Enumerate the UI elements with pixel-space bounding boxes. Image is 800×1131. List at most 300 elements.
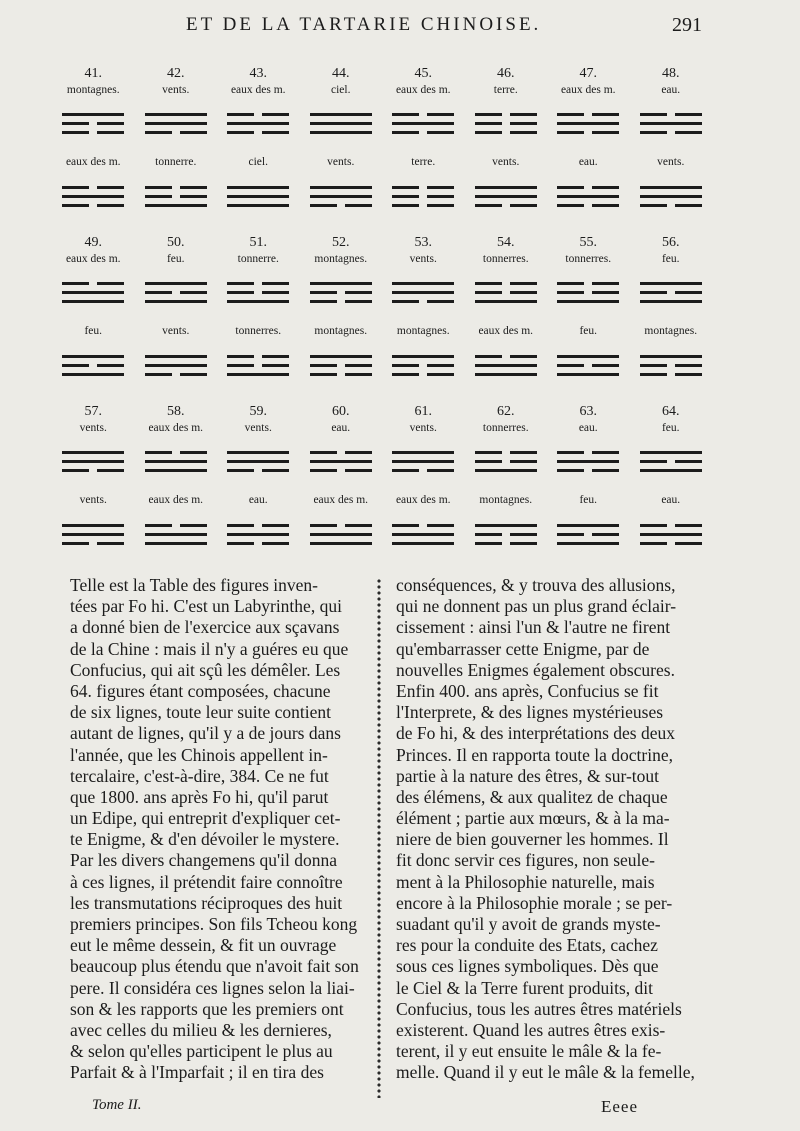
text-line: le Ciel & la Terre furent produits, dit — [396, 977, 653, 998]
hexagram-upper-cell — [547, 66, 630, 150]
solid-line — [392, 291, 454, 294]
trigram-label: montagnes. — [644, 325, 698, 337]
solid-line — [227, 533, 289, 536]
hexagram-lower-cell — [465, 319, 548, 403]
text-line: Par les divers changemens qu'il donna — [70, 850, 338, 871]
text-line: suadant qu'il y avoit de grands myste- — [396, 914, 661, 934]
broken-line — [62, 282, 124, 285]
trigram-label: vents. — [244, 422, 272, 434]
broken-line — [557, 204, 619, 207]
trigram-label: tonnerres. — [565, 253, 612, 265]
trigram-label: montagnes. — [314, 325, 368, 337]
broken-line — [640, 542, 702, 545]
text-line: melle. Quand il y eut le mâle & la femelle, — [396, 1062, 695, 1083]
solid-line — [145, 533, 207, 536]
trigram-label: eau. — [661, 84, 681, 96]
hexagram-lower-cell — [465, 488, 548, 572]
trigram-lines — [557, 450, 619, 474]
trigram-lines — [62, 281, 124, 305]
solid-line — [640, 186, 702, 189]
broken-line — [392, 469, 454, 472]
broken-line — [227, 113, 289, 116]
solid-line — [145, 113, 207, 116]
hexagram-lower-cell — [382, 150, 465, 234]
solid-line — [392, 533, 454, 536]
solid-line — [145, 122, 207, 125]
trigram-lines — [62, 354, 124, 378]
trigram-lines — [557, 281, 619, 305]
trigram-lines — [475, 450, 537, 474]
trigram-label: eaux des m. — [65, 253, 121, 265]
hexagram-number: 55. — [579, 235, 597, 250]
solid-line — [640, 122, 702, 125]
trigram-lines — [640, 185, 702, 209]
trigram-label: vents. — [409, 422, 437, 434]
solid-line — [145, 355, 207, 358]
broken-line — [392, 300, 454, 303]
hexagram-lower-cell — [52, 150, 135, 234]
hexagram-lower-cell — [217, 488, 300, 572]
hexagram-lower-cell — [547, 150, 630, 234]
trigram-lines — [392, 523, 454, 547]
broken-line — [145, 131, 207, 134]
solid-line — [640, 469, 702, 472]
broken-line — [62, 122, 124, 125]
broken-line — [557, 113, 619, 116]
text-line: les transmutations réciproques des huit — [70, 892, 343, 913]
signature-mark: Eeee — [601, 1097, 639, 1116]
hexagram-upper-cell — [547, 404, 630, 488]
solid-line — [310, 131, 372, 134]
solid-line — [62, 451, 124, 454]
text-line: un Edipe, qui entreprit d'expliquer cet- — [70, 808, 341, 829]
hexagram-number: 63. — [579, 404, 597, 419]
page-number: 291 — [672, 14, 702, 36]
trigram-lines — [392, 112, 454, 136]
text-line: te Enigme, & d'en dévoiler le mystere. — [70, 829, 340, 850]
text-line: tées par Fo hi. C'est un Labyrinthe, qui — [70, 596, 342, 617]
trigram-label: feu. — [166, 253, 185, 265]
solid-line — [62, 113, 124, 116]
text-line: a donné bien de l'exercice aux sçavans — [70, 617, 340, 638]
broken-line — [475, 460, 537, 463]
solid-line — [557, 195, 619, 198]
broken-line — [392, 131, 454, 134]
text-line: pere. Il considéra ces lignes selon la liai- — [70, 977, 355, 998]
trigram-lines — [557, 354, 619, 378]
trigram-lines — [310, 185, 372, 209]
trigram-label: terre. — [493, 84, 518, 96]
broken-line — [475, 533, 537, 536]
upper-trigram-row — [52, 66, 712, 150]
solid-line — [227, 122, 289, 125]
trigram-label: vents. — [79, 422, 107, 434]
solid-line — [227, 300, 289, 303]
trigram-label: eau. — [248, 494, 268, 506]
text-line: de six lignes, toute leur suite contient — [70, 702, 331, 723]
column-separator-ornament — [372, 578, 386, 1098]
hexagram-upper-cell — [630, 235, 713, 319]
hexagram-lower-cell — [382, 488, 465, 572]
trigram-lines — [475, 185, 537, 209]
trigram-label: tonnerres. — [235, 325, 282, 337]
text-line: sous ces lignes symboliques. Dès que — [396, 956, 659, 977]
solid-line — [475, 469, 537, 472]
broken-line — [310, 451, 372, 454]
trigram-label: eau. — [661, 494, 681, 506]
volume-footer: Tome II. — [92, 1097, 142, 1113]
hexagram-lower-cell — [630, 150, 713, 234]
solid-line — [475, 524, 537, 527]
broken-line — [640, 524, 702, 527]
solid-line — [145, 460, 207, 463]
solid-line — [62, 373, 124, 376]
trigram-label: eaux des m. — [478, 325, 534, 337]
trigram-label: tonnerre. — [237, 253, 279, 265]
broken-line — [310, 373, 372, 376]
trigram-label: ciel. — [248, 156, 268, 168]
trigram-label: eaux des m. — [395, 494, 451, 506]
hexagram-upper-cell — [465, 404, 548, 488]
broken-line — [227, 355, 289, 358]
text-line: autant de lignes, qu'il y a de jours dans — [70, 723, 341, 744]
trigram-lines — [227, 354, 289, 378]
hexagram-number: 60. — [332, 404, 350, 419]
hexagram-lower-cell — [547, 319, 630, 403]
solid-line — [310, 282, 372, 285]
trigram-label: eau. — [578, 422, 598, 434]
text-line: beaucoup plus étendu que n'avoit fait son — [70, 956, 359, 977]
broken-line — [227, 131, 289, 134]
hexagram-block — [52, 404, 712, 573]
broken-line — [475, 113, 537, 116]
upper-trigram-row — [52, 404, 712, 488]
broken-line — [392, 524, 454, 527]
broken-line — [145, 291, 207, 294]
solid-line — [227, 373, 289, 376]
lower-trigram-row — [52, 319, 712, 403]
trigram-lines — [227, 523, 289, 547]
solid-line — [640, 533, 702, 536]
solid-line — [557, 300, 619, 303]
solid-line — [145, 364, 207, 367]
hexagram-block — [52, 235, 712, 404]
text-line: & selon qu'elles participent le plus au — [70, 1041, 333, 1062]
broken-line — [145, 195, 207, 198]
trigram-label: vents. — [492, 156, 520, 168]
hexagram-number: 50. — [167, 235, 185, 250]
text-line: Telle est la Table des figures inven- — [70, 575, 318, 595]
trigram-lines — [227, 450, 289, 474]
solid-line — [310, 533, 372, 536]
trigram-label: montagnes. — [314, 253, 368, 265]
broken-line — [475, 355, 537, 358]
trigram-lines — [640, 450, 702, 474]
broken-line — [227, 282, 289, 285]
hexagram-upper-cell — [217, 404, 300, 488]
trigram-label: tonnerres. — [482, 253, 529, 265]
broken-line — [392, 195, 454, 198]
solid-line — [475, 186, 537, 189]
broken-line — [145, 373, 207, 376]
solid-line — [392, 122, 454, 125]
broken-line — [392, 373, 454, 376]
trigram-label: feu. — [661, 253, 680, 265]
solid-line — [475, 373, 537, 376]
broken-line — [557, 469, 619, 472]
hexagram-lower-cell — [300, 488, 383, 572]
trigram-lines — [557, 523, 619, 547]
solid-line — [475, 364, 537, 367]
text-line: Confucius, qui ait sçû les démêler. Les — [70, 659, 341, 680]
trigram-lines — [392, 450, 454, 474]
solid-line — [557, 122, 619, 125]
solid-line — [557, 524, 619, 527]
solid-line — [145, 469, 207, 472]
text-line: Enfin 400. ans après, Confucius se fit — [396, 680, 659, 701]
trigram-lines — [475, 523, 537, 547]
broken-line — [640, 364, 702, 367]
trigram-label: vents. — [162, 84, 190, 96]
hexagram-table — [52, 66, 712, 573]
solid-line — [557, 460, 619, 463]
hexagram-upper-cell — [300, 66, 383, 150]
trigram-lines — [475, 354, 537, 378]
broken-line — [640, 131, 702, 134]
text-line: 64. figures étant composées, chacune — [70, 680, 331, 701]
solid-line — [640, 300, 702, 303]
text-line: de Fo hi, & des interprétations des deux — [396, 723, 675, 744]
hexagram-number: 53. — [414, 235, 432, 250]
hexagram-number: 44. — [332, 66, 350, 81]
broken-line — [640, 204, 702, 207]
solid-line — [227, 204, 289, 207]
text-line: l'année, que les Chinois appellent in- — [70, 744, 328, 765]
solid-line — [310, 542, 372, 545]
hexagram-lower-cell — [465, 150, 548, 234]
text-line: tercalaire, c'est-à-dire, 384. Ce ne fut — [70, 765, 329, 786]
broken-line — [62, 186, 124, 189]
trigram-label: eaux des m. — [65, 156, 121, 168]
solid-line — [227, 460, 289, 463]
hexagram-upper-cell — [382, 66, 465, 150]
trigram-label: feu. — [579, 325, 598, 337]
trigram-lines — [310, 450, 372, 474]
hexagram-lower-cell — [630, 319, 713, 403]
trigram-lines — [557, 112, 619, 136]
hexagram-upper-cell — [52, 66, 135, 150]
hexagram-number: 47. — [579, 66, 597, 81]
trigram-label: montagnes. — [66, 84, 120, 96]
solid-line — [310, 113, 372, 116]
broken-line — [145, 451, 207, 454]
hexagram-number: 56. — [662, 235, 680, 250]
broken-line — [310, 300, 372, 303]
broken-line — [640, 291, 702, 294]
broken-line — [392, 186, 454, 189]
trigram-lines — [227, 185, 289, 209]
trigram-lines — [227, 281, 289, 305]
solid-line — [640, 355, 702, 358]
solid-line — [640, 451, 702, 454]
broken-line — [145, 524, 207, 527]
left-text-column — [70, 575, 370, 1084]
hexagram-lower-cell — [135, 488, 218, 572]
text-line: fit donc servir ces figures, non seule- — [396, 850, 656, 871]
hexagram-number: 48. — [662, 66, 680, 81]
trigram-label: eau. — [331, 422, 351, 434]
trigram-lines — [310, 523, 372, 547]
text-line: cissement : ainsi l'un & l'autre ne firent — [396, 617, 671, 638]
broken-line — [557, 451, 619, 454]
trigram-label: tonnerres. — [482, 422, 529, 434]
trigram-label: eaux des m. — [148, 494, 204, 506]
text-line: eut le même dessein, & fit un ouvrage — [70, 935, 337, 956]
trigram-lines — [392, 281, 454, 305]
text-line: partie à la nature des êtres, & sur-tout — [396, 765, 660, 786]
broken-line — [227, 364, 289, 367]
trigram-lines — [145, 450, 207, 474]
trigram-label: eau. — [578, 156, 598, 168]
broken-line — [227, 291, 289, 294]
solid-line — [145, 300, 207, 303]
text-line: des élémens, & aux qualitez de chaque — [396, 786, 668, 807]
broken-line — [557, 533, 619, 536]
hexagram-lower-cell — [217, 319, 300, 403]
trigram-lines — [310, 281, 372, 305]
trigram-label: eaux des m. — [230, 84, 286, 96]
text-line: son & les rapports que les premiers ont — [70, 998, 344, 1019]
trigram-lines — [145, 354, 207, 378]
hexagram-number: 62. — [497, 404, 515, 419]
broken-line — [392, 113, 454, 116]
hexagram-upper-cell — [630, 404, 713, 488]
hexagram-number: 43. — [249, 66, 267, 81]
broken-line — [62, 131, 124, 134]
text-line: élément ; partie aux mœurs, & à la ma- — [396, 808, 670, 829]
solid-line — [475, 300, 537, 303]
solid-line — [557, 355, 619, 358]
hexagram-number: 45. — [414, 66, 432, 81]
trigram-label: eaux des m. — [313, 494, 369, 506]
broken-line — [640, 373, 702, 376]
text-line: existerent. Quand les autres êtres exis- — [396, 1019, 666, 1040]
trigram-lines — [475, 281, 537, 305]
solid-line — [62, 533, 124, 536]
text-line: nouvelles Enigmes également obscures. — [396, 659, 675, 680]
hexagram-number: 41. — [84, 66, 102, 81]
trigram-lines — [310, 354, 372, 378]
solid-line — [227, 186, 289, 189]
trigram-label: montagnes. — [479, 494, 533, 506]
broken-line — [310, 204, 372, 207]
trigram-lines — [640, 523, 702, 547]
trigram-label: eaux des m. — [148, 422, 204, 434]
solid-line — [310, 186, 372, 189]
hexagram-upper-cell — [547, 235, 630, 319]
hexagram-number: 46. — [497, 66, 515, 81]
hexagram-upper-cell — [135, 235, 218, 319]
right-text-column — [396, 575, 702, 1084]
solid-line — [392, 460, 454, 463]
trigram-lines — [62, 523, 124, 547]
text-line: conséquences, & y trouva des allusions, — [396, 575, 676, 595]
trigram-lines — [145, 523, 207, 547]
trigram-label: vents. — [327, 156, 355, 168]
solid-line — [145, 282, 207, 285]
broken-line — [227, 469, 289, 472]
hexagram-lower-cell — [547, 488, 630, 572]
solid-line — [310, 460, 372, 463]
hexagram-number: 61. — [414, 404, 432, 419]
trigram-label: vents. — [657, 156, 685, 168]
broken-line — [62, 542, 124, 545]
trigram-label: montagnes. — [396, 325, 450, 337]
broken-line — [310, 364, 372, 367]
text-line: terent, il y eut ensuite le mâle & la fe- — [396, 1041, 662, 1062]
trigram-lines — [640, 354, 702, 378]
hexagram-number: 49. — [84, 235, 102, 250]
solid-line — [640, 282, 702, 285]
solid-line — [145, 542, 207, 545]
solid-line — [227, 195, 289, 198]
running-head: ET DE LA TARTARIE CHINOISE. — [186, 14, 542, 35]
broken-line — [475, 451, 537, 454]
text-line: Princes. Il en rapporta toute la doctrine, — [396, 744, 673, 765]
text-line: à ces lignes, il prétendit faire connoître — [70, 871, 343, 892]
broken-line — [145, 186, 207, 189]
broken-line — [475, 291, 537, 294]
solid-line — [145, 204, 207, 207]
hexagram-number: 57. — [84, 404, 102, 419]
hexagram-lower-cell — [382, 319, 465, 403]
broken-line — [62, 469, 124, 472]
broken-line — [392, 204, 454, 207]
broken-line — [475, 282, 537, 285]
hexagram-lower-cell — [135, 150, 218, 234]
text-line: premiers principes. Son fils Tcheou kong — [70, 914, 358, 934]
trigram-lines — [145, 112, 207, 136]
broken-line — [557, 364, 619, 367]
trigram-lines — [310, 112, 372, 136]
hexagram-lower-cell — [52, 319, 135, 403]
solid-line — [62, 195, 124, 198]
lower-trigram-row — [52, 488, 712, 572]
hexagram-number: 52. — [332, 235, 350, 250]
text-line: l'Interprete, & des lignes mystérieuses — [396, 702, 664, 723]
upper-trigram-row — [52, 235, 712, 319]
trigram-label: tonnerre. — [155, 156, 197, 168]
text-line: encore à la Philosophie morale ; se per- — [396, 892, 673, 913]
broken-line — [475, 204, 537, 207]
hexagram-upper-cell — [465, 66, 548, 150]
trigram-lines — [62, 450, 124, 474]
broken-line — [557, 131, 619, 134]
solid-line — [475, 195, 537, 198]
trigram-label: eaux des m. — [560, 84, 616, 96]
broken-line — [62, 204, 124, 207]
solid-line — [310, 355, 372, 358]
text-line: avec celles du milieu & les dernieres, — [70, 1019, 332, 1040]
solid-line — [392, 542, 454, 545]
text-line: Parfait & à l'Imparfait ; il en tira des — [70, 1062, 324, 1083]
trigram-lines — [557, 185, 619, 209]
solid-line — [392, 451, 454, 454]
trigram-label: feu. — [84, 325, 103, 337]
trigram-lines — [62, 185, 124, 209]
broken-line — [310, 469, 372, 472]
trigram-label: vents. — [409, 253, 437, 265]
